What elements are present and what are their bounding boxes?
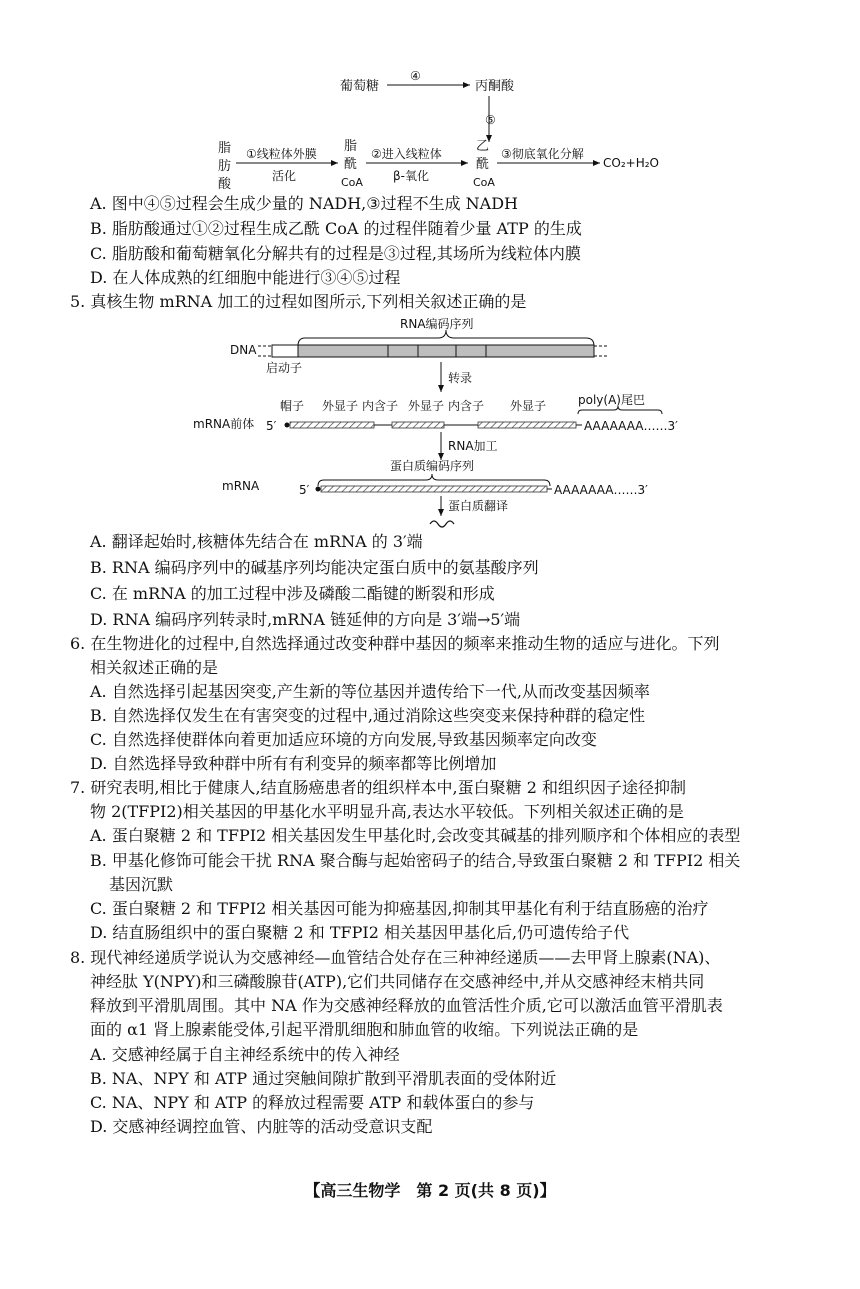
cap-dot <box>316 487 321 492</box>
q6-stem-line2: 相关叙述正确的是 <box>90 658 219 677</box>
intron-label: 内含子 <box>448 399 485 413</box>
product-label: CO₂+H₂O <box>603 156 659 170</box>
q7-option-a: A. 蛋白聚糖 2 和 TFPI2 相关基因发生甲基化时,会改变其碱基的排列顺序和个体相应的表型 <box>90 826 741 845</box>
q8-stem-line3: 释放到平滑肌周围。其中 NA 作为交感神经释放的血管活性介质,它可以激活血管平滑肌表 <box>90 996 723 1015</box>
q5-stem: 5. 真核生物 mRNA 加工的过程如图所示,下列相关叙述正确的是 <box>70 292 527 311</box>
page-footer: 【高三生物学 第 2 页(共 8 页)】 <box>304 1181 556 1200</box>
q4-option-c: C. 脂肪酸和葡萄糖氧化分解共有的过程是③过程,其场所为线粒体内膜 <box>90 244 581 263</box>
q7-option-c: C. 蛋白聚糖 2 和 TFPI2 相关基因可能为抑癌基因,抑制其甲基化有利于结直肠癌的治疗 <box>90 899 709 918</box>
exon-label: 外显子 <box>510 399 547 413</box>
exon-label: 外显子 <box>408 399 445 413</box>
transcription-label: 转录 <box>448 371 473 385</box>
pre-mrna-exon <box>290 422 374 428</box>
step1-top: ①线粒体外膜 <box>246 147 317 161</box>
step2-top: ②进入线粒体 <box>371 147 442 161</box>
mrna-processing-diagram <box>0 310 860 530</box>
protein-chain-icon <box>430 521 454 527</box>
acetyl-char: 乙 <box>476 139 490 154</box>
q7-stem-line2: 物 2(TFPI2)相关基因的甲基化水平明显升高,表达水平较低。下列相关叙述正确的是 <box>90 802 684 821</box>
five-prime-label: 5′ <box>299 483 310 497</box>
intron-label: 内含子 <box>362 399 399 413</box>
polya-sequence: AAAAAAA……3′ <box>584 419 678 433</box>
step4-label: ④ <box>410 69 421 83</box>
five-prime-label: 5′ <box>266 419 277 433</box>
fatty-acid-char: 酸 <box>218 177 232 192</box>
q8-stem-line1: 8. 现代神经递质学说认为交感神经—血管结合处存在三种神经递质——去甲肾上腺素(NA)、 <box>70 948 721 967</box>
acetyl-char: 酰 <box>476 157 490 172</box>
rna-processing-label: RNA加工 <box>448 439 498 453</box>
q5-option-c: C. 在 mRNA 的加工过程中涉及磷酸二酯键的断裂和形成 <box>90 584 495 603</box>
fatty-acyl-char: 酰 <box>344 157 358 172</box>
step3-top: ③彻底氧化分解 <box>501 147 584 161</box>
pre-mrna-exon <box>392 422 444 428</box>
cap-dot <box>285 423 290 428</box>
q8-option-c: C. NA、NPY 和 ATP 的释放过程需要 ATP 和载体蛋白的参与 <box>90 1093 535 1112</box>
q8-stem-line4: 面的 α1 肾上腺素能受体,引起平滑肌细胞和肺血管的收缩。下列说法正确的是 <box>90 1020 639 1039</box>
pyruvate-label: 丙酮酸 <box>475 79 515 94</box>
protein-coding-label: 蛋白质编码序列 <box>390 459 475 473</box>
polya-brace <box>578 406 662 414</box>
pre-mrna-label: mRNA前体 <box>193 417 255 431</box>
step5-label: ⑤ <box>485 113 496 127</box>
q7-stem-line1: 7. 研究表明,相比于健康人,结直肠癌患者的组织样本中,蛋白聚糖 2 和组织因子途径抑制 <box>70 778 686 797</box>
q6-option-c: C. 自然选择使群体向着更加适应环境的方向发展,导致基因频率定向改变 <box>90 730 597 749</box>
q5-option-a: A. 翻译起始时,核糖体先结合在 mRNA 的 3′端 <box>90 532 423 551</box>
protein-coding-brace <box>318 474 550 486</box>
q8-option-a: A. 交感神经属于自主神经系统中的传入神经 <box>90 1045 400 1064</box>
q8-stem-line2: 神经肽 Y(NPY)和三磷酸腺苷(ATP),它们共同储存在交感神经中,并从交感神经末梢共同 <box>90 972 705 991</box>
cap-label: 帽子 <box>280 399 305 413</box>
q4-option-d: D. 在人体成熟的红细胞中能进行③④⑤过程 <box>90 268 401 287</box>
dna-label: DNA <box>230 343 257 357</box>
pre-mrna-exon <box>478 422 576 428</box>
fatty-acyl-char: 脂 <box>344 139 358 154</box>
mrna-label: mRNA <box>222 479 260 493</box>
q5-option-b: B. RNA 编码序列中的碱基序列均能决定蛋白质中的氨基酸序列 <box>90 558 539 577</box>
rna-coding-brace <box>298 330 594 346</box>
glucose-label: 葡萄糖 <box>340 79 380 94</box>
polya-label: poly(A)尾巴 <box>578 393 645 407</box>
step1-bottom: 活化 <box>272 169 297 183</box>
q8-option-d: D. 交感神经调控血管、内脏等的活动受意识支配 <box>90 1117 433 1136</box>
q6-option-a: A. 自然选择引起基因突变,产生新的等位基因并遗传给下一代,从而改变基因频率 <box>90 682 650 701</box>
q5-option-d: D. RNA 编码序列转录时,mRNA 链延伸的方向是 3′端→5′端 <box>90 610 521 629</box>
coa-label: CoA <box>473 176 495 189</box>
q7-option-b-cont: 基因沉默 <box>109 875 174 894</box>
q7-option-d: D. 结直肠组织中的蛋白聚糖 2 和 TFPI2 相关基因甲基化后,仍可遗传给子代 <box>90 923 630 942</box>
dna-coding-region <box>298 345 594 357</box>
q8-option-b: B. NA、NPY 和 ATP 通过突触间隙扩散到平滑肌表面的受体附近 <box>90 1069 557 1088</box>
exon-label: 外显子 <box>322 399 359 413</box>
fatty-acid-char: 肪 <box>218 159 232 174</box>
polya-sequence: AAAAAAA……3′ <box>554 483 648 497</box>
rna-coding-label: RNA编码序列 <box>400 317 474 331</box>
metabolism-diagram <box>0 0 860 195</box>
q6-option-d: D. 自然选择导致种群中所有有利变异的频率都等比例增加 <box>90 754 497 773</box>
step2-bottom: β-氧化 <box>393 169 429 183</box>
coa-label: CoA <box>341 176 363 189</box>
q6-stem-line1: 6. 在生物进化的过程中,自然选择通过改变种群中基因的频率来推动生物的适应与进化。下列 <box>70 634 720 653</box>
mrna-exons <box>321 486 547 492</box>
dna-promoter-region <box>272 345 298 357</box>
q4-option-a: A. 图中④⑤过程会生成少量的 NADH,③过程不生成 NADH <box>90 194 519 213</box>
fatty-acid-char: 脂 <box>218 141 232 156</box>
promoter-label: 启动子 <box>266 361 303 375</box>
translation-label: 蛋白质翻译 <box>448 499 509 513</box>
q4-option-b: B. 脂肪酸通过①②过程生成乙酰 CoA 的过程伴随着少量 ATP 的生成 <box>90 219 582 238</box>
q7-option-b: B. 甲基化修饰可能会干扰 RNA 聚合酶与起始密码子的结合,导致蛋白聚糖 2 和 TFPI2 相关 <box>90 851 741 870</box>
q6-option-b: B. 自然选择仅发生在有害突变的过程中,通过消除这些突变来保持种群的稳定性 <box>90 706 646 725</box>
